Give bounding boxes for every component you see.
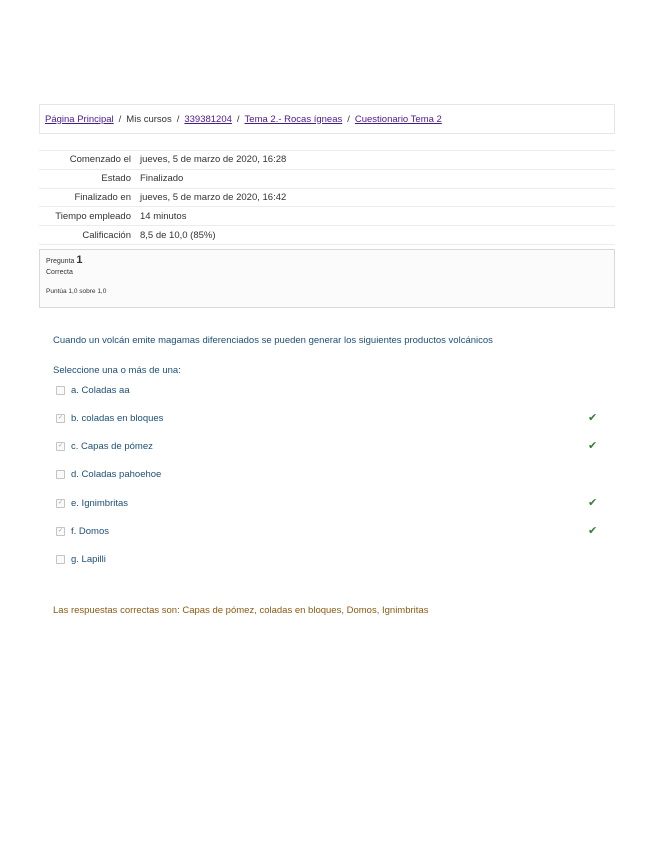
question-grade: Puntúa 1,0 sobre 1,0 [46,288,107,295]
option-label: c. Capas de pómez [71,440,153,452]
breadcrumb-my-courses: Mis cursos [126,113,172,125]
question-info-box [39,249,615,308]
answer-option-d[interactable] [56,467,606,481]
right-answer-feedback: Las respuestas correctas son: Capas de pómez, coladas en bloques, Domos, Ignimbritas [53,605,429,616]
checkbox[interactable]: ✓ [57,443,64,449]
checkbox[interactable]: ✓ [57,500,64,506]
correct-check-icon: ✔ [588,412,598,424]
question-number-value: 1 [76,254,83,266]
summary-value: jueves, 5 de marzo de 2020, 16:42 [140,188,615,207]
summary-value: 14 minutos [140,207,615,226]
option-label: e. Ignimbritas [71,497,129,509]
checkbox[interactable] [56,470,65,479]
correct-check-icon: ✔ [588,440,598,452]
correct-check-icon: ✔ [588,497,598,509]
correct-check-icon: ✔ [588,525,598,537]
breadcrumb-quiz-link[interactable]: Cuestionario Tema 2 [354,113,442,125]
question-number [46,254,608,266]
breadcrumb-course-link[interactable]: 339381204 [184,113,232,125]
summary-label: Calificación [39,226,140,245]
summary-label: Finalizado en [39,188,140,207]
attempt-summary-table [39,150,615,245]
question-prefix: Pregunta [46,258,75,265]
summary-row-finished [39,188,615,207]
summary-value: 8,5 de 10,0 (85%) [140,226,615,245]
breadcrumb-separator: / [118,113,122,125]
option-label: a. Coladas aa [71,384,130,396]
summary-row-started [39,151,615,170]
summary-label: Estado [39,169,140,188]
question-prompt: Seleccione una o más de una: [53,365,181,376]
answer-option-e[interactable] [56,496,606,510]
checkbox[interactable] [56,386,65,395]
question-state: Correcta [46,269,73,276]
answer-option-f[interactable] [56,524,606,538]
answer-option-b[interactable] [56,411,606,425]
checkbox[interactable]: ✓ [57,528,64,534]
checkbox[interactable] [56,555,65,564]
summary-value: jueves, 5 de marzo de 2020, 16:28 [140,151,615,170]
summary-row-grade [39,226,615,245]
breadcrumb-separator: / [236,113,240,125]
summary-row-time-taken [39,207,615,226]
checkbox[interactable]: ✓ [57,415,64,421]
breadcrumb-home-link[interactable]: Página Principal [45,113,114,125]
breadcrumb-separator: / [176,113,180,125]
answer-option-c[interactable] [56,439,606,453]
breadcrumb-separator: / [347,113,350,125]
summary-label: Comenzado el [39,151,140,170]
option-label: b. coladas en bloques [71,412,164,424]
summary-row-state [39,169,615,188]
summary-label: Tiempo empleado [39,207,140,226]
option-label: d. Coladas pahoehoe [71,468,162,480]
question-text: Cuando un volcán emite magamas diferenciados se pueden generar los siguientes productos volcánicos [53,335,493,346]
breadcrumb [39,104,615,134]
answer-option-a[interactable] [56,383,606,397]
summary-value: Finalizado [140,169,615,188]
answer-option-g[interactable] [56,552,606,566]
option-label: g. Lapilli [71,553,106,565]
breadcrumb-topic-link[interactable]: Tema 2.- Rocas ígneas [244,113,343,125]
option-label: f. Domos [71,525,110,537]
